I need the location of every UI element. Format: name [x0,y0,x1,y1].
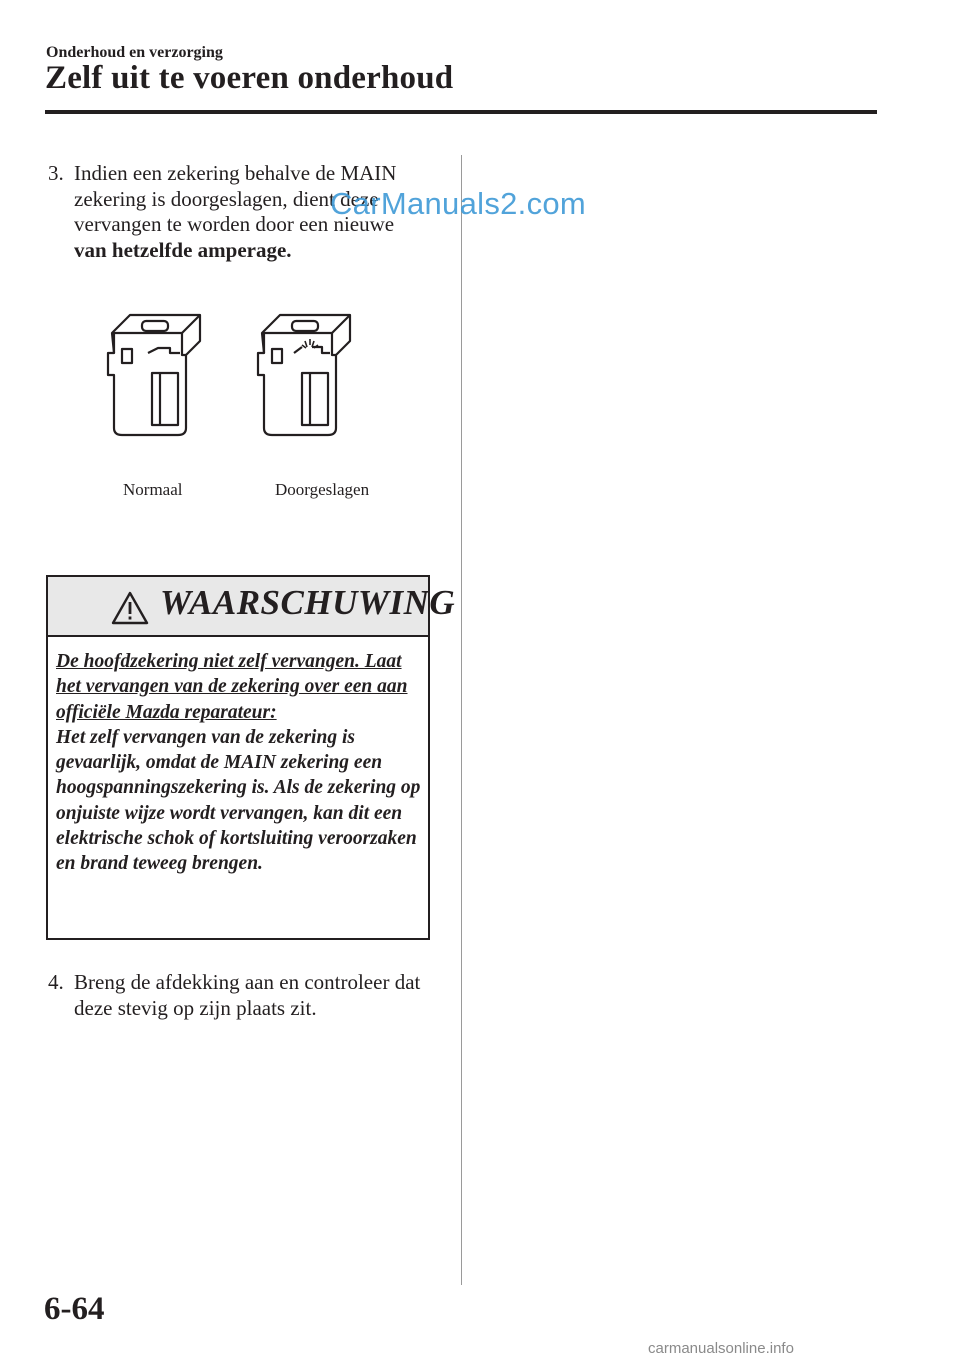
page-title: Zelf uit te voeren onderhoud [45,60,454,96]
step-text-bold: van hetzelfde amperage. [74,237,292,262]
normal-fuse-icon [108,315,200,435]
watermark: CarManuals2.com [330,186,587,221]
step-number: 3. [48,161,64,185]
step-text: Breng de afdekking aan en controleer dat deze stevig op zijn plaats zit. [74,970,421,1020]
step-text: Indien een zekering behalve de MAIN zekering is doorgeslagen, dient deze vervangen te worden door een nieuwe [74,161,397,236]
warning-triangle-icon [110,590,150,626]
label-normal: Normaal [123,480,183,499]
title-rule [45,110,877,114]
warning-text: Het zelf vervangen van de zekering is gevaarlijk, omdat de MAIN zekering een hoogspanningszekering is. Als de zekering op onjuiste wijze wordt vervangen, kan dit een elektrische schok of kortsluiting veroorzaken en brand teweeg brengen. [56,726,421,875]
warning-title: WAARSCHUWING [160,583,456,622]
warning-box [46,575,456,940]
warning-underlined-text: De hoofdzekering niet zelf vervangen. Laat het vervangen van de zekering over een aan officiële Mazda reparateur: [56,651,408,723]
warning-body [56,649,426,877]
blown-fuse-icon [258,315,350,435]
footer-site: carmanualsonline.info [648,1340,794,1357]
label-blown: Doorgeslagen [275,480,370,499]
page-number: 6-64 [44,1291,105,1327]
column-divider [461,155,462,1285]
fuse-illustration [100,303,420,453]
section-label: Onderhoud en verzorging [46,44,223,61]
step-number: 4. [48,970,64,994]
step-4 [48,970,432,1021]
warning-header [48,577,456,637]
